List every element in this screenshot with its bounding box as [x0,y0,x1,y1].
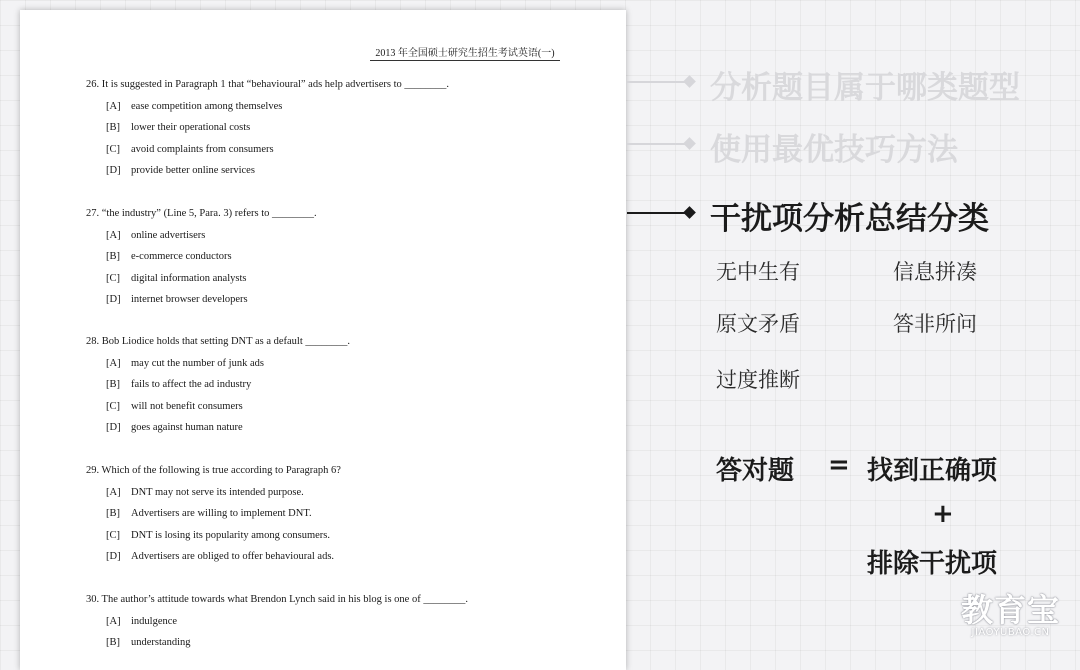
step-heading-3: 干扰项分析总结分类 [710,201,989,237]
connector-line [627,212,687,214]
step-heading-2: 使用最优技巧方法 [710,132,958,168]
option-label: [C] [106,529,120,541]
option-text: will not benefit consumers [131,400,243,412]
distractor-type: 过度推断 [716,368,800,392]
option-text: online advertisers [131,229,206,241]
option-label: [B] [106,508,120,519]
option-text: lower their operational costs [131,122,251,133]
option-label: [A] [106,229,121,241]
option-text: Advertisers are willing to implement DNT. [131,508,312,519]
question-stem: 27. “the industry” (Line 5, Para. 3) refers to ________. [86,208,317,219]
connector-line [627,143,687,145]
question-stem: 26. It is suggested in Paragraph 1 that “behavioural” ads help advertisers to ________. [86,79,450,90]
option-text: indulgence [131,615,178,627]
option-label: [D] [106,165,121,176]
formula-right2: 排除干扰项 [867,549,998,579]
option-text: may cut the number of junk ads [131,357,264,369]
option-label: [C] [106,272,120,284]
watermark [961,593,1060,638]
option-text: understanding [131,637,191,648]
option-label: [A] [106,615,121,627]
connector-line [627,81,687,83]
watermark-url: JIAOYUBAO.CN [971,627,1050,638]
formula-right: 找到正确项 [867,456,998,486]
option-label: [D] [106,422,121,433]
option-label: [C] [106,400,120,412]
option-text: DNT may not serve its intended purpose. [131,486,304,498]
option-label: [A] [106,357,121,369]
distractor-type: 无中生有 [716,260,800,284]
step-heading-1: 分析题目属于哪类题型 [710,70,1020,106]
option-text: Advertisers are obliged to offer behavioural ads. [131,551,335,562]
option-label: [C] [106,143,120,155]
formula-equals: = [828,450,850,480]
option-label: [B] [106,379,120,390]
option-text: provide better online services [131,165,255,176]
formula-plus: + [932,499,954,529]
option-text: goes against human nature [131,422,243,433]
question-stem: 28. Bob Liodice holds that setting DNT as a default ________. [86,336,351,347]
diamond-bullet-icon [683,75,696,88]
option-text: ease competition among themselves [131,100,283,112]
option-label: [D] [106,294,121,305]
option-text: internet browser developers [131,294,248,305]
question-stem: 29. Which of the following is true according to Paragraph 6? [86,465,341,476]
watermark-brand: 教育宝 [960,591,1060,629]
question-stem: 30. The author’s attitude towards what Brendon Lynch said in his blog is one of ________. [86,594,468,605]
option-label: [A] [106,100,121,112]
diamond-bullet-icon [683,206,696,219]
option-label: [B] [106,122,120,133]
option-label: [B] [106,251,120,262]
option-label: [D] [106,551,121,562]
option-label: [B] [106,637,120,648]
distractor-type: 答非所问 [893,312,977,336]
distractor-type: 信息拼凑 [893,260,977,284]
option-text: fails to affect the ad industry [131,379,252,390]
option-text: avoid complaints from consumers [131,143,274,155]
paper-header: 2013 年全国硕士研究生招生考试英语(一) [370,44,560,61]
distractor-type: 原文矛盾 [716,312,800,336]
option-text: DNT is losing its popularity among consumers. [131,529,331,541]
option-text: digital information analysts [131,272,247,284]
option-label: [A] [106,486,121,498]
diamond-bullet-icon [683,137,696,150]
formula-left: 答对题 [716,456,795,486]
option-text: e-commerce conductors [131,251,232,262]
